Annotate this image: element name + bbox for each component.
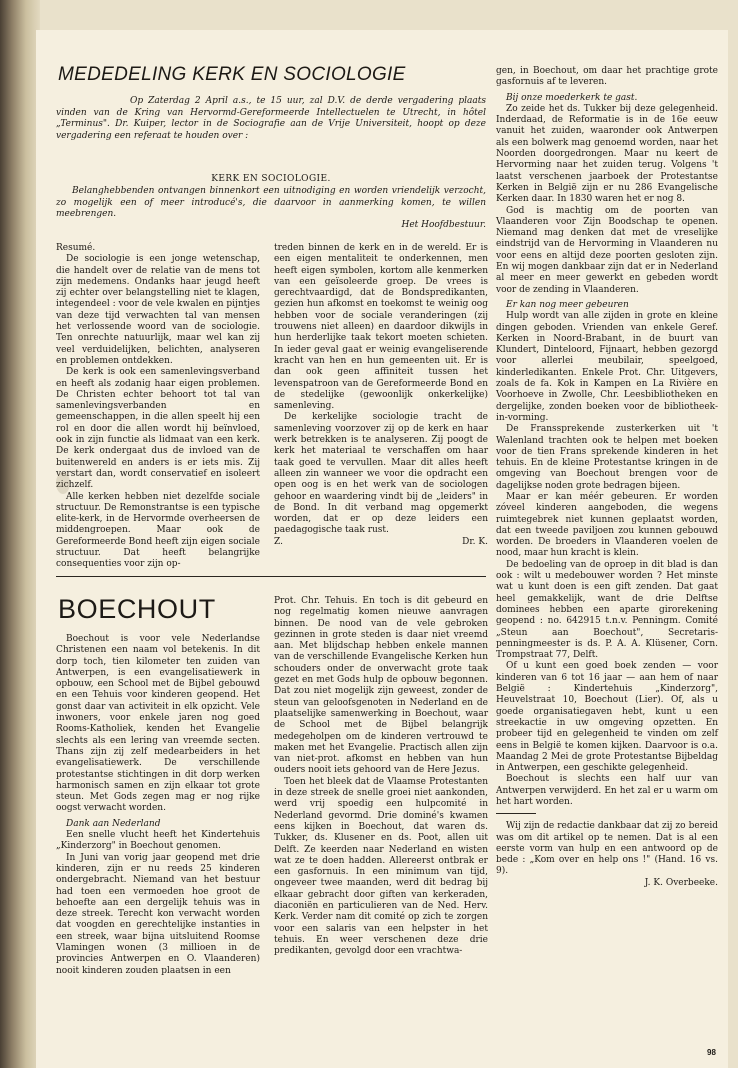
boechout-column-2 [274,596,488,958]
subheading-nog-meer: Er kan nog meer gebeuren [506,299,629,310]
board-signature: Het Hoofdbestuur. [401,220,486,230]
resume-signatures [274,537,488,548]
paragraph: Boechout is voor vele Nederlandse Christenen een naam vol betekenis. In dit dorp toch, tien kilometer ten zuiden van Antwerpen, is een evangelisatiewerk in opbouw, een School met de Bijbel gebouwd en een Tehuis voor kinderen geopend. Het gonst daar van activiteit in elk opzicht. Vele inwoners, voor enkele jaren nog goed Rooms-Katholiek, kenden het Evangelie slechts als een lering van vreemde secten. Thans zijn zij zelf medearbeiders in het evangelisatiewerk. De verschillende protestantse stichtingen in dit dorp werken harmonisch samen en zijn elkaar tot grote steun. Met Gods zegen mag er nog rijke oogst verwacht worden. [56,634,260,814]
signature-dr-k: Dr. K. [462,536,488,547]
paragraph: Of u kunt een goed boek zenden — voor kinderen van 6 tot 16 jaar — aan hem of naar België : Kindertehuis „Kinderzorg", Heuvelstraat 10, Boechout (Lier). Of, als u goede organisatiegaven hebt, kunt u een streekactie in uw omgeving opzetten. En probeer tijd en gelegenheid te vinden om zelf eens in België te komen kijken. Daarvoor is o.a. Maandag 2 Mei de grote Protestantse Bijbeldag in Antwerpen, een geschikte gelegenheid. [496,661,718,774]
resume-column-1 [56,243,260,571]
paragraph: Hulp wordt van alle zijden in grote en kleine dingen geboden. Vrienden van enkele Geref. Kerken in Noord-Brabant, in de buurt van Klundert, Dinteloord, Fijnaart, hebben gezorgd voor allerlei meubilair, speelgoed, kinderledikanten. Enkele Prot. Chr. Uitgevers, zoals de fa. Kok in Kampen en La Rivière en Voorhoeve in Zwolle, Chr. Leesbibliotheken en dergelijke, zonden boeken voor de bibliotheek-in-vorming. [496,311,718,423]
paragraph: treden binnen de kerk en in de wereld. Er is een eigen mentaliteit te onderkennen, men heeft eigen symbolen, kortom alle kenmerken van een geïsoleerde groep. De vrees is gerechtvaardigd, dat de Bondspredikanten, gezien hun afkomst en toekomst te weinig oog hebben voor de sociale veranderingen (zij trouwens niet alleen) en daardoor dikwijls in hun herderlijke taak tekort moeten schieten. In ieder geval gaat er weinig evangeliserende kracht van hen en hun gemeenten uit. Er is dan ook geen affiniteit tussen het levenspatroon van de Gereformeerde Bond en de stedelijke (gewoonlijk onkerkelijke) samenleving. [274,243,488,412]
paragraph: Een snelle vlucht heeft het Kindertehuis „Kinderzorg" in Boechout genomen. [56,830,260,852]
resume-column-2 [274,243,488,548]
article-title-boechout: BOECHOUT [58,594,216,624]
book-binding [0,0,40,1068]
article-title-kerk-en-sociologie: MEDEDELING KERK EN SOCIOLOGIE [58,64,406,85]
page-stain [56,472,70,494]
boechout-column-3 [496,66,718,889]
paragraph: Zo zeide het ds. Tukker bij deze gelegenheid. Inderdaad, de Reformatie is in de 16e eeuw vanuit het zuiden, waaronder ook Antwerpen als een bolwerk mag genoemd worden, naar het Noorden doorgedrongen. Maar nu keert de Hervorming naar het zuiden terug. Volgens 't laatst verschenen jaarboek der Protestantse Kerken in België zijn er nu 286 Evangelische Kerken daar. In 1830 waren het er nog 8. [496,103,718,205]
author-signature: J. K. Overbeeke. [644,877,718,888]
subheading-moederkerk: Bij onze moederkerk te gast. [506,92,638,103]
paragraph: God is machtig om de poorten van Vlaanderen voor Zijn Boodschap te openen. Niemand mag denken dat met de vreselijke eindstrijd van de Hervorming in Vlaanderen nu voor eens en altijd deze poorten gesloten zijn. En wij mogen dankbaar zijn dat er in Nederland al meer en meer gewerkt en gebeden wordt voor de zending in Vlaanderen. [496,205,718,295]
paragraph: gen, in Boechout, om daar het prachtige grote gasfornuis af te leveren. [496,66,718,88]
subheading-dank-aan-nederland: Dank aan Nederland [66,818,161,829]
paragraph: In Juni van vorig jaar geopend met drie kinderen, zijn er nu reeds 25 kinderen ondergebracht. Niemand van het bestuur had toen een vermoeden hoe groot de behoefte aan een dergelijk tehuis was in deze streek. Terecht kon verwacht worden dat voogden en gerechtelijke instanties in een streek, waar bijna uitsluitend Roomse Vlamingen wonen (3 millioen in de provincies Antwerpen en O. Vlaanderen) nooit kinderen zouden plaatsen in een [56,852,260,976]
signature-z: Z. [274,536,283,547]
document-page [36,30,728,1068]
section-divider [56,576,486,577]
paragraph: De Franssprekende zusterkerken uit 't Walenland trachten ook te helpen met boeken voor de tien Frans sprekende kinderen in het tehuis. En de kleine Protestantse kringen in de omgeving van Boechout brengen voor de dagelijkse noden grote bedragen bijeen. [496,424,718,491]
paragraph: Alle kerken hebben niet dezelfde sociale structuur. De Remonstrantse is een typische elite-kerk, in de Hervormde overheersen de middengroepen. Maar ook de Gereformeerde Bond heeft zijn eigen sociale structuur. Dat heeft belangrijke consequenties voor zijn op- [56,491,260,570]
page-number: 98 [707,1048,716,1057]
resume-heading: Resumé. [56,243,96,253]
paragraph: Prot. Chr. Tehuis. En toch is dit gebeurd en nog regelmatig komen nieuwe aanvragen binnen. De nood van de vele gebroken gezinnen in grote steden is daar niet vreemd aan. Met blijdschap hebben enkele mannen van de verschillende Evangelische Kerken hun schouders onder de onverwacht grote taak gezet en met Gods hulp de opbouw begonnen. Dat zou niet mogelijk zijn geweest, zonder de steun van geloofsgenoten in Nederland en de plaatselijke samenwerking in Boechout, waar de School met de Bijbel belangrijk medegeholpen om de kinderen vertrouwd te maken met het Evangelie. Practisch allen zijn van niet-prot. afkomst en hebben van hun ouders nooit iets gehoord van de Here Jezus. [274,596,488,776]
paragraph: Toen het bleek dat de Vlaamse Protestanten in deze streek de snelle groei niet aankonden, werd vrij spoedig een hulpcomité in Nederland gevormd. Drie dominé's kwamen eens kijken in Boechout, dat waren ds. Tukker, ds. Klusener en ds. Poot, allen uit Delft. Ze keerden naar Nederland en wisten wat ze te doen hadden. Allereerst ontbrak er een gasfornuis. In een minimum van tijd, ongeveer twee maanden, werd dit bedrag bij elkaar gebracht door giften van kerkeraden, diaconiën en particulieren van de Ned. Herv. Kerk. Verder nam dit comité op zich te zorgen voor een salaris van een helpster in het tehuis. En weer verschenen deze drie predikanten, gevolgd door een vrachtwa- [274,776,488,957]
paragraph: Boechout is slechts een half uur van Antwerpen verwijderd. En het zal er u warm om het hart worden. [496,774,718,807]
lecture-subject: KERK EN SOCIOLOGIE. [211,174,331,184]
paragraph: De kerkelijke sociologie tracht de samenleving voorzover zij op de kerk en haar werk betrekken is te analyseren. Zij poogt de kerk het materiaal te verschaffen om haar taak goed te vervullen. Maar dit alles heeft alleen zin wanneer we voor die opdracht een open oog is en het werk van de sociologen gehoor en waardering vindt bij de „leiders" in de Bond. In dit verband mag opgemerkt worden, dat er op deze leiders een paedagogische taak rust. [274,412,488,536]
paragraph: Maar er kan méér gebeuren. Er worden zóveel kinderen aangeboden, die wegens ruimtegebrek niet kunnen geplaatst worden, dat een tweede paviljoen zou kunnen gebouwd worden. De broeders in Vlaanderen voelen de nood, maar hun kracht is klein. [496,491,718,559]
invitation-note: Belanghebbenden ontvangen binnenkort een uitnodiging en worden vriendelijk verzocht, zo mogelijk een of meer introducé's, die daarvoor in aanmerking komen, te willen meebrengen. [56,186,486,220]
boechout-column-1 [56,634,260,977]
paragraph: De sociologie is een jonge wetenschap, die handelt over de relatie van de mens tot zijn medemens. Ondanks haar jeugd heeft zij echter over belangstelling niet te klagen, integendeel : voor de vele kwalen en pijntjes van deze tijd verwachten tal van mensen het verlossende woord van de sociologie. Ten onrechte natuurlijk, maar wel kan zij veel verduidelijken, belichten, analyseren en problemen ontdekken. [56,254,261,366]
paragraph: De kerk is ook een samenlevingsverband en heeft als zodanig haar eigen problemen. De Christen echter behoort tot tal van samenlevingsverbanden en gemeenschappen, in die allen speelt hij een rol en door die allen wordt hij beïnvloed, ook in zijn functie als lidmaat van een kerk. De kerk ondergaat dus de invloed van de buitenwereld en anders is er iets mis. Zij verstart dan, wordt conservatief en isoleert zichzelf. [56,367,260,491]
paragraph: De bedoeling van de oproep in dit blad is dan ook : wilt u medebouwer worden ? Het minste wat u kunt doen is een gift zenden. Dat gaat heel gemakkelijk, want de drie Delftse dominees hebben een aparte girorekening geopend : no. 642915 t.n.v. Penningm. Comité „Steun aan Boechout", Secretaris-penningmeester is ds. P. A. A. Klüsener, Corn. Trompstraat 77, Delft. [496,559,718,661]
editorial-note: Wij zijn de redactie dankbaar dat zij zo bereid was om dit artikel op te nemen. Dat is al een eerste vorm van hulp en een antwoord op de bede : „Kom over en help ons !" (Hand. 16 vs. 9). [496,821,718,877]
meeting-announcement: Op Zaterdag 2 April a.s., te 15 uur, zal D.V. de derde vergadering plaats vinden van de Kring van Hervormd-Gereformeerde Intellectuelen te Utrecht, in hôtel „Terminus". Dr. Kuiper, lector in de Sociografie aan de Vrije Universiteit, hoopt op deze vergadering een referaat te houden over : [56,96,486,141]
note-divider [496,813,536,814]
